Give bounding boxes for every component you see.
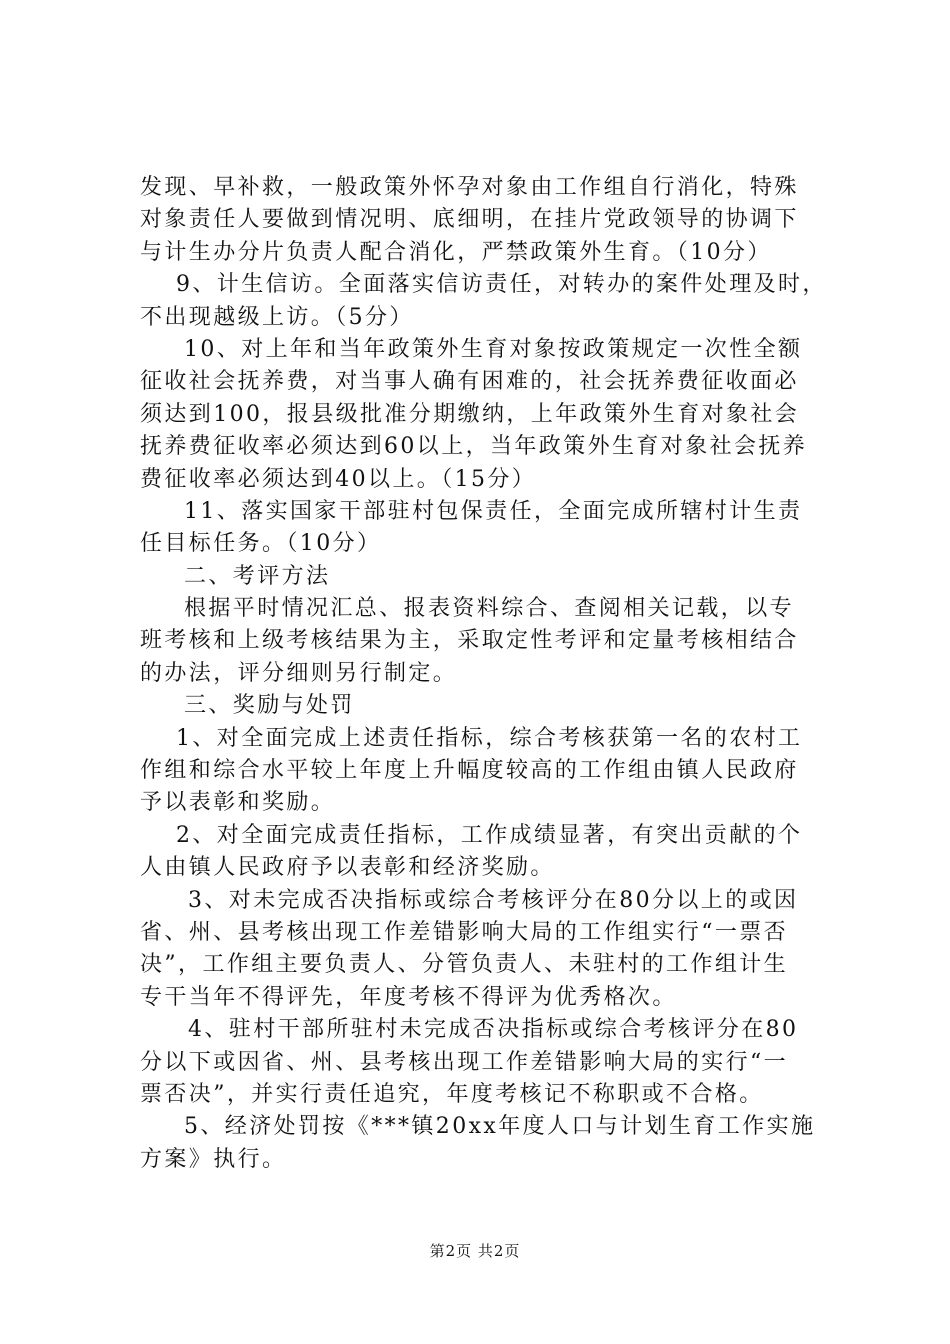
text-line: 分以下或因省、州、县考核出现工作差错影响大局的实行“一 [140, 1049, 789, 1075]
text-line: 对象责任人要做到情况明、底细明，在挂片党政领导的协调下 [140, 207, 799, 233]
text-line: 11、落实国家干部驻村包保责任，全面完成所辖村计生责 [184, 498, 803, 524]
text-line: 方案》执行。 [140, 1146, 287, 1172]
text-line: 1、对全面完成上述责任指标，综合考核获第一名的农村工 [176, 725, 803, 751]
text-line: 9、计生信访。全面落实信访责任，对转办的案件处理及时， [176, 272, 827, 298]
text-line: 与计生办分片负责人配合消化，严禁政策外生育。（10分） [140, 239, 772, 265]
text-line: 任目标任务。（10分） [140, 531, 382, 557]
text-line: 发现、早补救，一般政策外怀孕对象由工作组自行消化，特殊 [140, 175, 799, 200]
text-line: 的办法，评分细则另行制定。 [140, 660, 458, 686]
text-line: 费征收率必须达到40以上。（15分） [140, 466, 537, 492]
text-line: 作组和综合水平较上年度上升幅度较高的工作组由镇人民政府 [140, 758, 799, 784]
text-line: 须达到100，报县级批准分期缴纳，上年政策外生育对象社会 [140, 401, 800, 427]
text-line: 根据平时情况汇总、报表资料综合、查阅相关记载，以专 [184, 596, 795, 622]
text-line: 4、驻村干部所驻村未完成否决指标或综合考核评分在80 [188, 1017, 799, 1043]
text-line: 专干当年不得评先，年度考核不得评为优秀格次。 [140, 984, 677, 1010]
text-line: 2、对全面完成责任指标，工作成绩显著，有突出贡献的个 [176, 822, 803, 848]
text-line: 10、对上年和当年政策外生育对象按政策规定一次性全额 [184, 336, 803, 362]
text-line: 征收社会抚养费，对当事人确有困难的，社会抚养费征收面必 [140, 369, 799, 395]
text-line: 不出现越级上访。（5分） [140, 304, 414, 330]
text-line: 予以表彰和奖励。 [140, 790, 336, 816]
text-line: 5、经济处罚按《***镇20xx年度人口与计划生育工作实施 [184, 1114, 816, 1140]
section-heading: 二、考评方法 [184, 563, 331, 589]
page-number-footer: 第2页 共2页 [429, 1242, 521, 1260]
text-line: 班考核和上级考核结果为主，采取定性考评和定量考核相结合 [140, 628, 799, 654]
text-line: 决”，工作组主要负责人、分管负责人、未驻村的工作组计生 [140, 952, 789, 978]
text-line: 省、州、县考核出现工作差错影响大局的工作组实行“一票否 [140, 919, 789, 945]
text-line: 票否决”，并实行责任追究，年度考核记不称职或不合格。 [140, 1081, 764, 1107]
text-line: 3、对未完成否决指标或综合考核评分在80分以上的或因 [188, 887, 799, 913]
section-heading: 三、奖励与处罚 [184, 693, 355, 719]
text-line: 抚养费征收率必须达到60以上，当年政策外生育对象社会抚养 [140, 434, 808, 460]
document-body [140, 172, 840, 1176]
text-line: 人由镇人民政府予以表彰和经济奖励。 [140, 855, 555, 881]
